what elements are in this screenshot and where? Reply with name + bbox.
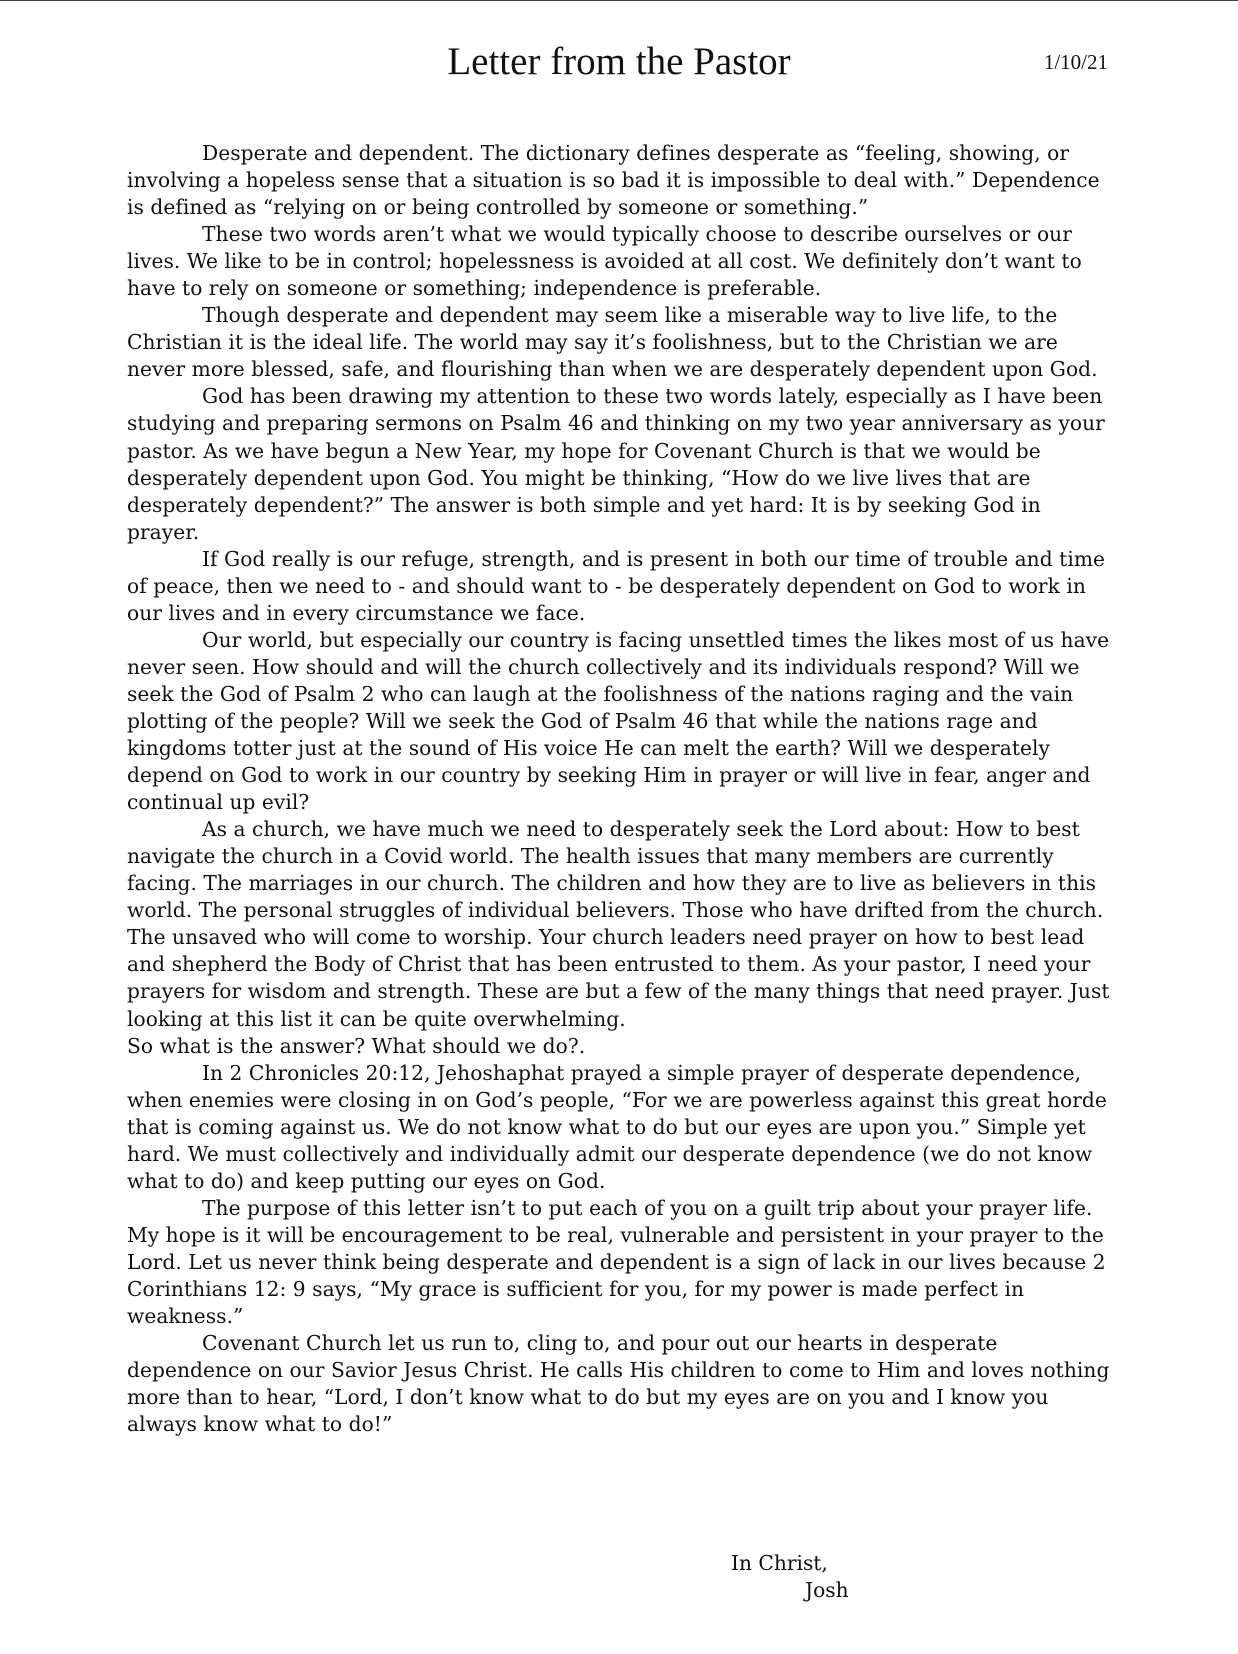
paragraph-question: So what is the answer? What should we do?. — [127, 1033, 586, 1058]
letter-header — [0, 36, 1238, 88]
top-border-line — [0, 0, 1238, 1]
signature-name: Josh — [805, 1578, 849, 1602]
paragraph: God has been drawing my attention to these two words lately, especially as I have been studying and preparing sermons on Psalm 46 and thinking on my two year anniversary as your pastor. As we have begun a New Year, my hope for Covenant Church is that we would be desperately dependent upon God. You might be thinking, “How do we live lives that are desperately dependent?” The answer is both simple and yet hard: It is by seeking God in prayer. — [127, 384, 1105, 544]
paragraph: As a church, we have much we need to desperately seek the Lord about: How to best navigate the church in a Covid world. The health issues that many members are currently facing. The marriages in our church. The children and how they are to live as believers in this world. The personal struggles of individual believers. Those who have drifted from the church. The unsaved who will come to worship. Your church leaders need prayer on how to best lead and shepherd the Body of Christ that has been entrusted to them. As your pastor, I need your prayers for wisdom and strength. These are but a few of the many things that need prayer. Just looking at this list it can be quite overwhelming. — [127, 817, 1110, 1031]
letter-body — [127, 140, 1117, 1438]
paragraph: Though desperate and dependent may seem like a miserable way to live life, to the Christian it is the ideal life. The world may say it’s foolishness, but to the Christian we are never more blessed, safe, and flourishing than when we are desperately dependent upon God. — [127, 303, 1098, 382]
paragraph: If God really is our refuge, strength, and is present in both our time of trouble and time of peace, then we need to - and should want to - be desperately dependent on God to work in our lives and in every circumstance we face. — [127, 546, 1106, 625]
paragraph: These two words aren’t what we would typically choose to describe ourselves or our lives. We like to be in control; hopelessness is avoided at all cost. We definitely don’t want to have to rely on someone or something; independence is preferable. — [127, 222, 1082, 301]
paragraph: Covenant Church let us run to, cling to, and pour out our hearts in desperate dependence on our Savior Jesus Christ. He calls His children to come to Him and loves nothing more than to hear, “Lord, I don’t know what to do but my eyes are on you and I know you always know what to do!” — [127, 1331, 1110, 1437]
letter-date: 1/10/21 — [1043, 50, 1108, 74]
paragraph: Desperate and dependent. The dictionary defines desperate as “feeling, showing, or involving a hopeless sense that a situation is so bad it is impossible to deal with.” Dependence is defined as “relying on or being controlled by someone or something.” — [127, 141, 1100, 220]
signoff — [731, 1550, 849, 1604]
paragraph: Our world, but especially our country is facing unsettled times the likes most of us have never seen. How should and will the church collectively and its individuals respond? Will we seek the God of Psalm 2 who can laugh at the foolishness of the nations raging and the vain plotting of the people? Will we seek the God of Psalm 46 that while the nations rage and kingdoms totter just at the sound of His voice He can melt the earth? Will we desperately depend on God to work in our country by seeking Him in prayer or will live in fear, anger and continual up evil? — [127, 627, 1110, 815]
closing-salutation: In Christ, — [731, 1551, 828, 1575]
page-title: Letter from the Pastor — [447, 40, 791, 83]
paragraph: The purpose of this letter isn’t to put each of you on a guilt trip about your prayer life. My hope is it will be encouragement to be real, vulnerable and persistent in your prayer to the Lord. Let us never think being desperate and dependent is a sign of lack in our lives because 2 Corinthians 12: 9 says, “My grace is sufficient for you, for my power is made perfect in weakness.” — [127, 1195, 1106, 1329]
paragraph: In 2 Chronicles 20:12, Jehoshaphat prayed a simple prayer of desperate dependence, when enemies were closing in on God’s people, “For we are powerless against this great horde that is coming against us. We do not know what to do but our eyes are upon you.” Simple yet hard. We must collectively and individually admit our desperate dependence (we do not know what to do) and keep putting our eyes on God. — [127, 1060, 1107, 1193]
